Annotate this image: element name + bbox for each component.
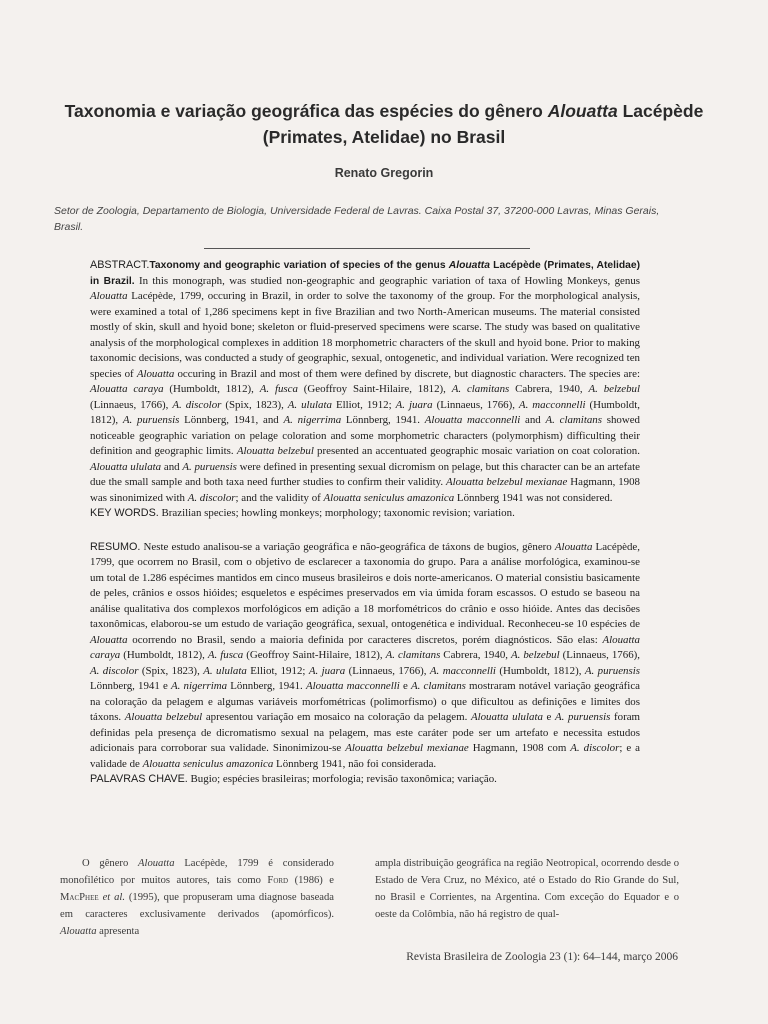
keywords-label: KEY WORDS. bbox=[90, 507, 159, 519]
title-part1: Taxonomia e variação geográfica das espécies do gênero bbox=[64, 101, 548, 121]
abstract-title-a: Taxonomy and geographic variation of species of the genus bbox=[149, 260, 449, 271]
abstract-text: (Linnaeus, 1766), bbox=[432, 398, 519, 411]
abstract-text: showed noticeable geographic variation on pelage coloration and some morphometric characters (polymorphism) difficulting their definition and geographic limits. bbox=[90, 414, 641, 457]
resumo-text: apresentou variação em mosaico na coloração da pelagem. bbox=[202, 711, 471, 723]
taxon-name: Alouatta bbox=[90, 633, 128, 646]
journal-date: março 2006 bbox=[623, 951, 678, 963]
abstract-paragraph bbox=[90, 258, 640, 506]
taxon-name: Alouatta belzebul bbox=[124, 711, 203, 723]
abstract-text: (Humboldt, 1812), bbox=[163, 383, 260, 395]
section-divider bbox=[204, 248, 530, 249]
abstract-text: Hagmann, 1908 was sinonimized with bbox=[90, 476, 640, 504]
resumo-text: (Humboldt, 1812), bbox=[120, 649, 208, 661]
taxon-name: A. nigerrima bbox=[170, 680, 228, 692]
journal-footer bbox=[406, 951, 678, 963]
taxon-name: Alouatta belzebul mexianae bbox=[345, 742, 469, 754]
taxon-name: Alouatta belzebul mexianae bbox=[446, 476, 568, 488]
taxon-name: A. puruensis bbox=[182, 460, 237, 473]
journal-citation: Revista Brasileira de Zoologia 23 (1): 64–144, bbox=[406, 951, 621, 963]
abstract-text: ; and the validity of bbox=[235, 491, 324, 504]
taxon-name: A. macconnelli bbox=[429, 664, 496, 677]
keywords-text: Brazilian species; howling monkeys; morphology; taxonomic revision; variation. bbox=[158, 507, 515, 519]
taxon-name: A. ululata bbox=[203, 664, 247, 677]
taxon-name: A. discolor bbox=[187, 491, 236, 504]
abstract-text: occuring in Brazil and most of them were defined by discrete, but diagnostic characters. The species are: bbox=[174, 367, 640, 380]
taxon-name: Alouatta ululata bbox=[90, 460, 162, 473]
title-genus: Alouatta bbox=[547, 101, 618, 121]
taxon-name: A. puruensis bbox=[555, 711, 611, 723]
resumo-text: Neste estudo analisou-se a variação geográfica e não-geográfica de táxons de bugios, gênero bbox=[140, 540, 555, 553]
taxon-name: Alouatta bbox=[60, 926, 97, 937]
resumo-text: (Linnaeus, 1766), bbox=[559, 649, 640, 661]
abstract-label: ABSTRACT. bbox=[90, 259, 150, 271]
abstract-text: Lönnberg, 1941, and bbox=[179, 414, 284, 426]
body-text: (1995), que propuseram uma diagnose baseada em caracteres exclusivamente derivados (apomórficos). bbox=[60, 892, 334, 920]
abstract-text: presented an accentuated geographic mosaic variation on coat coloration. bbox=[313, 445, 640, 457]
resumo-text: Cabrera, 1940, bbox=[440, 649, 511, 661]
resumo-text: (Spix, 1823), bbox=[138, 664, 204, 677]
taxon-name: A. fusca bbox=[259, 383, 298, 395]
title-line2: (Primates, Atelidae) no Brasil bbox=[262, 127, 506, 147]
abstract-block bbox=[90, 258, 640, 788]
abstract-text: and bbox=[161, 460, 183, 473]
abstract-text: Lönnberg, 1941. bbox=[341, 414, 425, 426]
taxon-name: A. puruensis bbox=[584, 664, 640, 677]
resumo-text: (Geoffroy Saint-Hilaire, 1812), bbox=[243, 649, 386, 661]
taxon-name: A. ululata bbox=[287, 398, 332, 411]
resumo-text: mostraram notável variação geográfica na coloração da pelagem e algumas variáveis morfométricas (polimorfismo) o que dificultou as definições e limites dos táxons. bbox=[90, 680, 640, 723]
resumo-text: e bbox=[542, 711, 556, 723]
resumo-text: e bbox=[399, 680, 411, 692]
taxon-name: A. clamitans bbox=[411, 680, 466, 692]
resumo-text: Elliot, 1912; bbox=[246, 664, 309, 677]
taxon-name: A. juara bbox=[308, 664, 346, 677]
body-column-right: ampla distribuição geográfica na região Neotropical, ocorrendo desde o Estado de Vera Cruz, no México, até o Estado do Rio Grande do Sul, no Brasil e Corrientes, na Argentina. Com exceção do Equador e o oeste da Colômbia, não há registro de qual- bbox=[375, 858, 679, 920]
resumo-text: ocorrendo no Brasil, sendo a maioria definida por caracteres discretos, porém diagnósticos. São elas: bbox=[127, 633, 603, 646]
body-column-left bbox=[60, 855, 334, 940]
abstract-text: (Humboldt, 1812), bbox=[90, 398, 640, 426]
paper-title bbox=[40, 98, 728, 150]
abstract-text: (Linnaeus, 1766), bbox=[90, 398, 173, 411]
taxon-name: A. discolor bbox=[570, 742, 620, 754]
taxon-name: Alouatta seniculus amazonica bbox=[142, 757, 274, 770]
abstract-text: (Spix, 1823), bbox=[221, 398, 288, 411]
taxon-name: Alouatta caraya bbox=[90, 383, 164, 395]
abstract-title-b: Lacépède (Primates, Atelidae) in Brazil. bbox=[90, 260, 641, 287]
resumo-text: Lacépède, 1799, que ocorrem no Brasil, com o objetivo de esclarecer a taxonomia do grupo. Para a análise morfológica, examinou-se um total de 1.286 espécimes mantidos em cinco museus brasileiros e dois norte-americanos. O material consistiu basicamente de peles, crânios e ossos hióides; esqueletos e espécimes preservados em via úmida foram escassos. O estudo se baseou na análise qualitativa dos complexos morfológicos em adição a 18 morfométricos do crânio e osso hióide. Antes das decisões taxonômicas, elaborou-se um estudo de variação geográfica, sexual, ontogenética e individual. Reconheceu-se 10 espécies de bbox=[90, 540, 640, 630]
resumo-text: (Linnaeus, 1766), bbox=[345, 664, 430, 677]
taxon-name: Alouatta seniculus amazonica bbox=[323, 491, 455, 504]
taxon-name: A. nigerrima bbox=[283, 414, 342, 426]
taxon-name: Alouatta bbox=[90, 290, 128, 302]
resumo-text: Lönnberg, 1941 e bbox=[90, 680, 171, 692]
abstract-text: Lacépède, 1799, occuring in Brazil, in order to solve the taxonomy of the group. For the morphological analysis, were examined a total of 1,286 specimens kept in five Brazilian and two North-American museums. The material consisted mostly of skin, skull and hyoid bone; skeleton or fluid-preserved specimens were scarse. The study was based on qualitative analysis of the morphological complexes in addition 18 morphometric characters of the skull and hyoid bone. Prior to making taxonomic decisions, was conducted a study of geographic, sexual, ontogenetic, and individual variation. Were recognized ten species of bbox=[90, 290, 640, 380]
body-text: Lacépède, 1799 é considerado monofilético por muitos autores, tais como bbox=[60, 858, 334, 886]
taxon-name: A. puruensis bbox=[122, 414, 180, 426]
abstract-text: Cabrera, 1940, bbox=[509, 383, 589, 395]
taxon-name: A. belzebul bbox=[510, 649, 560, 661]
taxon-name: A. macconnelli bbox=[518, 398, 586, 411]
taxon-name: A. fusca bbox=[207, 649, 244, 661]
affiliation: Setor de Zoologia, Departamento de Biologia, Universidade Federal de Lavras. Caixa Postal 37, 37200-000 Lavras, Minas Gerais, Brasil. bbox=[54, 205, 660, 233]
resumo-text: ; e a validade de bbox=[90, 742, 641, 770]
taxon-name: A. discolor bbox=[90, 664, 139, 677]
resumo-text: foram definidas pela presença de dicromatismo sexual na pelagem, mas este caráter pode ser um artefato e necessita estudos adicionais para corroborar sua validade. Sinonimizou-se bbox=[90, 711, 640, 754]
abstract-text: (Geoffroy Saint-Hilaire, 1812), bbox=[297, 383, 452, 395]
abstract-text: and bbox=[520, 414, 546, 426]
resumo-text: Lönnberg 1941, não foi considerada. bbox=[273, 757, 437, 770]
body-text: (1986) e bbox=[288, 875, 334, 886]
taxon-name: A. belzebul bbox=[588, 383, 640, 395]
taxon-name: Alouatta bbox=[138, 858, 175, 869]
taxon-name: A. discolor bbox=[172, 398, 222, 411]
citation-author: Ford bbox=[267, 875, 289, 886]
body-text: apresenta bbox=[96, 926, 140, 937]
title-part2: Lacépède bbox=[617, 101, 704, 121]
resumo-paragraph bbox=[90, 540, 640, 773]
author-name: Renato Gregorin bbox=[334, 166, 434, 180]
abstract-text: Lönnberg 1941 was not considered. bbox=[454, 491, 613, 504]
abstract-text: were defined in presenting sexual dicromism on pelage, but this character can be an artefate due the small sample and both taxa need further studies to confirm their validity. bbox=[90, 460, 640, 488]
abstract-text: Elliot, 1912; bbox=[331, 398, 396, 411]
resumo-label: RESUMO. bbox=[90, 540, 141, 553]
citation-author: MacPhee bbox=[60, 892, 99, 903]
resumo-text: (Humboldt, 1812), bbox=[495, 664, 585, 677]
taxon-name: A. clamitans bbox=[385, 649, 441, 661]
citation-etal: et al. bbox=[102, 892, 125, 903]
abstract-text: In this monograph, was studied non-geographic and geographic variation of taxa of Howling Monkeys, genus bbox=[134, 274, 640, 287]
resumo-text: Hagmann, 1908 com bbox=[468, 742, 571, 754]
keywords bbox=[90, 506, 640, 522]
abstract-title-genus: Alouatta bbox=[448, 260, 490, 271]
palavras-chave bbox=[90, 772, 640, 788]
taxon-name: A. clamitans bbox=[451, 383, 510, 395]
body-text: O gênero bbox=[82, 858, 139, 869]
taxon-name: Alouatta bbox=[554, 540, 593, 553]
taxon-name: Alouatta ululata bbox=[470, 711, 543, 723]
taxon-name: Alouatta macconnelli bbox=[305, 680, 400, 692]
taxon-name: A. juara bbox=[395, 398, 433, 411]
taxon-name: Alouatta macconnelli bbox=[424, 414, 521, 426]
taxon-name: Alouatta bbox=[136, 367, 175, 380]
palavras-chave-text: Bugio; espécies brasileiras; morfologia; revisão taxonômica; variação. bbox=[187, 773, 497, 785]
taxon-name: Alouatta caraya bbox=[90, 633, 640, 661]
resumo-text: Lönnberg, 1941. bbox=[227, 680, 306, 692]
palavras-chave-label: PALAVRAS CHAVE. bbox=[90, 773, 188, 785]
taxon-name: Alouatta belzebul bbox=[236, 445, 314, 457]
taxon-name: A. clamitans bbox=[545, 414, 602, 426]
